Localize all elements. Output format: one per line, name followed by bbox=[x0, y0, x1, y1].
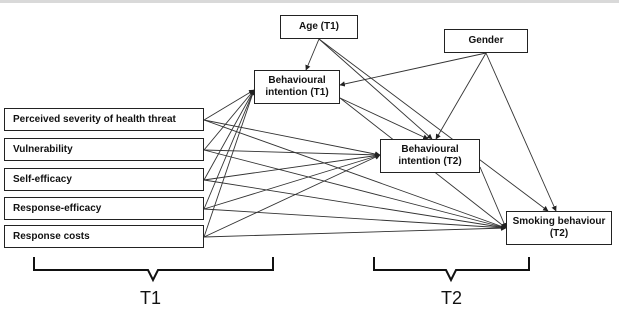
arrow-gender-to-bi_t1 bbox=[340, 53, 486, 85]
arrow-vulnerability-to-bi_t1 bbox=[204, 90, 254, 150]
behavioural-intention-t2-label: Behavioural intention (T2) bbox=[398, 144, 462, 167]
arrow-response_costs-to-bi_t1 bbox=[204, 90, 254, 237]
perceived-severity-label: Perceived severity of health threat bbox=[13, 113, 176, 125]
t2-bracket bbox=[374, 257, 529, 280]
smoking-behaviour-label: Smoking behaviour (T2) bbox=[512, 216, 606, 239]
response-efficacy-box bbox=[4, 197, 204, 220]
behavioural-intention-t1-label: Behavioural intention (T1) bbox=[265, 75, 329, 98]
age-label: Age (T1) bbox=[299, 21, 339, 32]
behavioural-intention-t2-box bbox=[380, 139, 480, 173]
vulnerability-label: Vulnerability bbox=[13, 143, 73, 155]
arrow-response_costs-to-smoking bbox=[204, 228, 506, 237]
t1-bracket bbox=[34, 257, 273, 280]
self-efficacy-box bbox=[4, 168, 204, 191]
arrow-gender-to-smoking bbox=[486, 53, 556, 211]
arrow-response_efficacy-to-bi_t2 bbox=[204, 155, 380, 209]
gender-box bbox=[444, 29, 528, 53]
gender-label: Gender bbox=[468, 35, 504, 46]
period-t1-label: T1 bbox=[140, 288, 162, 308]
age-box bbox=[280, 15, 358, 39]
response-costs-box bbox=[4, 225, 204, 248]
arrow-severity-to-bi_t2 bbox=[204, 120, 380, 155]
smoking-behaviour-box bbox=[506, 211, 612, 245]
response-efficacy-label: Response-efficacy bbox=[13, 202, 102, 214]
period-t2-label: T2 bbox=[441, 288, 463, 308]
perceived-severity-box bbox=[4, 108, 204, 131]
arrow-response_efficacy-to-bi_t1 bbox=[204, 90, 254, 209]
arrow-severity-to-bi_t1 bbox=[204, 90, 254, 120]
arrow-age-to-bi_t1 bbox=[306, 39, 319, 70]
arrow-self_efficacy-to-smoking bbox=[204, 180, 506, 228]
response-costs-label: Response costs bbox=[13, 230, 90, 242]
arrow-gender-to-bi_t2 bbox=[436, 53, 486, 139]
arrow-vulnerability-to-bi_t2 bbox=[204, 150, 380, 155]
behavioural-intention-t1-box bbox=[254, 70, 340, 104]
self-efficacy-label: Self-efficacy bbox=[13, 173, 72, 185]
vulnerability-box bbox=[4, 138, 204, 161]
